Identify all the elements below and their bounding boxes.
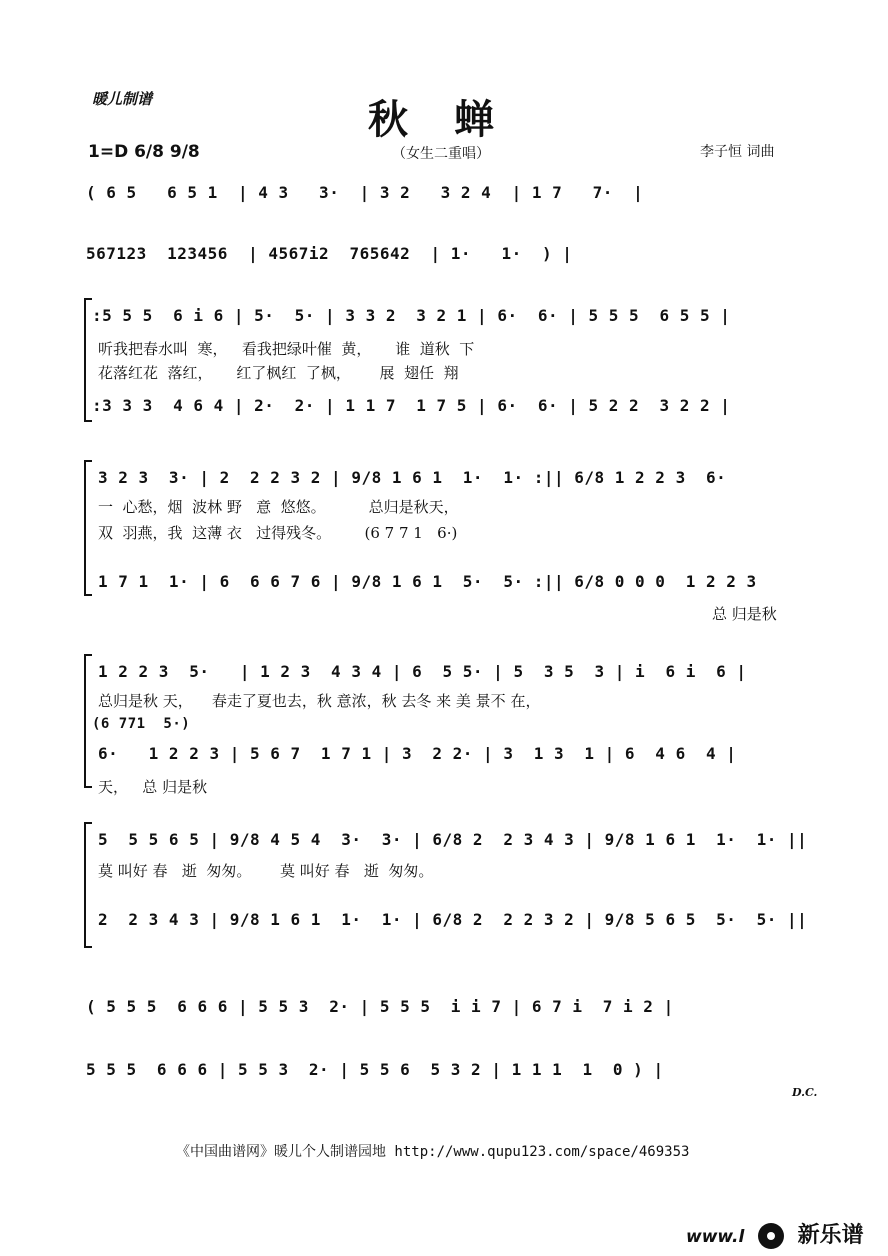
system3-lower: 6· 1 2 2 3 | 5 6 7 1 7 1 | 3 2 2· | 3 1 3 1 | 6 4 6 4 |: [98, 744, 737, 763]
system1-lyric2: 花落红花 落红， 红了枫红 了枫， 展 翅任 翔: [98, 364, 459, 382]
composer-credit: 李子恒 词曲: [700, 144, 775, 160]
system2-upper: 3 2 3 3· | 2 2 2 3 2 | 9/8 1 6 1 1· 1· :|| 6/8 1 2 2 3 6·: [98, 468, 727, 487]
subtitle: （女生二重唱）: [392, 146, 490, 162]
system2-lyric3: 总 归是秋: [712, 605, 777, 623]
page-title: 秋蝉: [368, 96, 540, 143]
system3-upper: 1 2 2 3 5· | 1 2 3 4 3 4 | 6 5 5· | 5 3 5 3 | i 6 i 6 |: [98, 662, 747, 681]
system2-lyric2: 双 羽燕，我 这薄 衣 过得残冬。 (6 7 7 1 6·): [98, 524, 458, 542]
logo-text: 新乐谱: [797, 1223, 864, 1248]
system1-lyric1: 听我把春水叫 寒， 看我把绿叶催 黄， 谁 道秋 下: [98, 340, 475, 358]
key-signature: 1=D 6/8 9/8: [88, 142, 200, 162]
system-bracket: [84, 822, 92, 948]
outro-line-2: 5 5 5 6 6 6 | 5 5 3 2· | 5 5 6 5 3 2 | 1 1 1 1 0 ) |: [86, 1060, 664, 1079]
system3-lyric1: 总归是秋 天， 春走了夏也去，秋 意浓，秋 去冬 来 美 景不 在，: [98, 692, 541, 710]
system4-upper: 5 5 5 6 5 | 9/8 4 5 4 3· 3· | 6/8 2 2 3 4 3 | 9/8 1 6 1 1· 1· ||: [98, 830, 808, 849]
system-bracket: [84, 298, 92, 422]
system2-lower: 1 7 1 1· | 6 6 6 7 6 | 9/8 1 6 1 5· 5· :|| 6/8 0 0 0 1 2 2 3: [98, 572, 757, 591]
system2-lyric1: 一 心愁，烟 波林 野 意 悠悠。 总归是秋天，: [98, 498, 459, 516]
dc-marking: D.C.: [792, 1086, 818, 1099]
system1-lower: :3 3 3 4 6 4 | 2· 2· | 1 1 7 1 7 5 | 6· 6· | 5 2 2 3 2 2 |: [92, 396, 731, 415]
maker-label: 暖儿制谱: [92, 90, 153, 108]
footer-source: 《中国曲谱网》暖儿个人制谱园地 http://www.qupu123.com/space/469353: [176, 1144, 690, 1160]
record-disc-icon: [758, 1223, 784, 1249]
logo-www: www.l: [686, 1227, 745, 1247]
intro-line-2: 567123 123456 | 4567i2 765642 | 1· 1· ) |: [86, 244, 573, 263]
outro-line-1: ( 5 5 5 6 6 6 | 5 5 3 2· | 5 5 5 i i 7 | 6 7 i 7 i 2 |: [86, 997, 674, 1016]
system4-lower: 2 2 3 4 3 | 9/8 1 6 1 1· 1· | 6/8 2 2 2 3 2 | 9/8 5 6 5 5· 5· ||: [98, 910, 808, 929]
intro-line-1: ( 6 5 6 5 1 | 4 3 3· | 3 2 3 2 4 | 1 7 7· |: [86, 183, 644, 202]
system-bracket: [84, 654, 92, 788]
system4-lyric1: 莫 叫好 春 逝 匆匆。 莫 叫好 春 逝 匆匆。: [98, 862, 434, 880]
system-bracket: [84, 460, 92, 596]
site-logo[interactable]: [686, 1218, 864, 1249]
system1-upper: :5 5 5 6 i 6 | 5· 5· | 3 3 2 3 2 1 | 6· 6· | 5 5 5 6 5 5 |: [92, 306, 731, 325]
system3-lyric2: 天， 总 归是秋: [98, 778, 208, 796]
system3-alt: (6 771 5·): [92, 716, 191, 732]
